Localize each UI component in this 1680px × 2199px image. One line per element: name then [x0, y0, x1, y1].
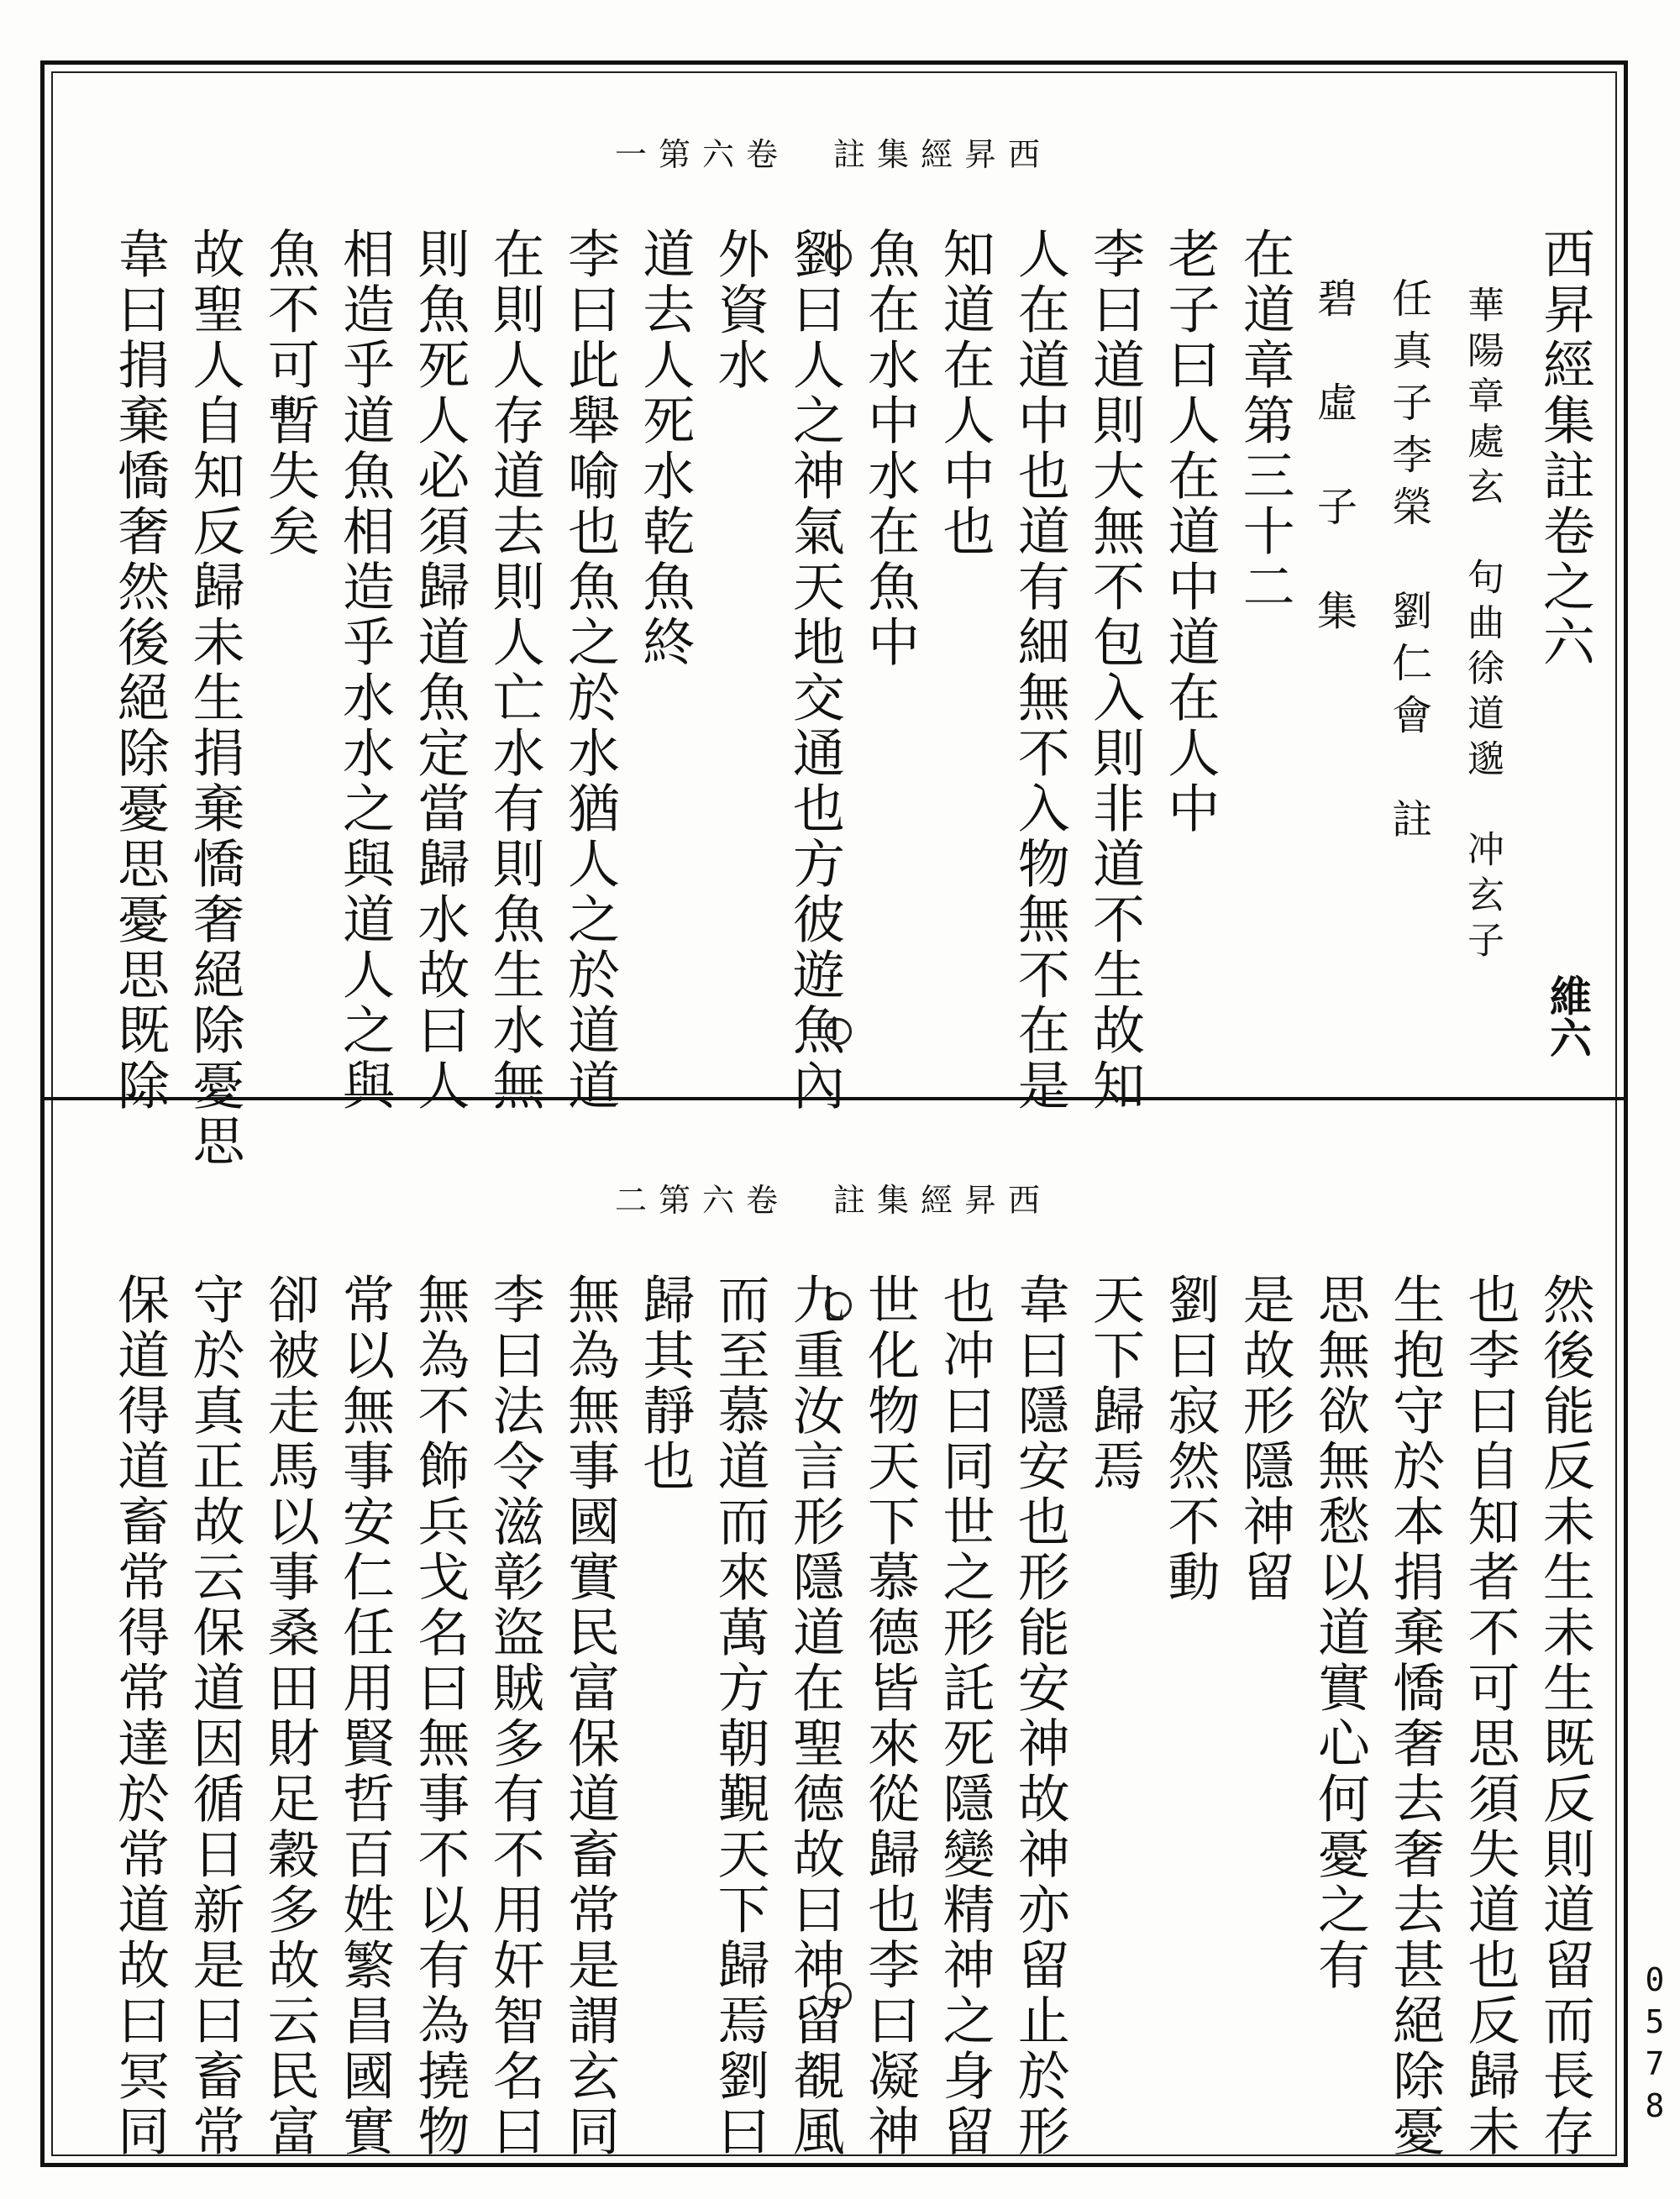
top-running-header	[455, 126, 1211, 176]
text-column: 相造乎道魚相造乎水水之與道人之與	[333, 227, 396, 1114]
text-column: 卻被走馬以事桑田財足穀多故云民富	[259, 1273, 321, 2160]
circle-mark	[825, 244, 852, 270]
text-column: 無為不飾兵戈名曰無事不以有為撓物	[408, 1273, 470, 2160]
bottom-running-header	[455, 1172, 1211, 1222]
text-column: 然後能反未生未生既反則道留而長存	[1534, 1273, 1596, 2160]
text-column: 西昇經集註卷之六	[1534, 227, 1596, 670]
text-column: 李曰此舉喻也魚之於水猶人之於道道	[559, 227, 621, 1114]
bottom-text-columns	[102, 1273, 1603, 2160]
text-column: 天下歸焉	[1084, 1273, 1146, 1494]
text-column: 碧 虛 子 集	[1310, 277, 1357, 642]
text-column: 老子曰人在道中道在人中	[1158, 227, 1221, 837]
text-column: 保道得道畜常得常達於常道故曰冥同	[108, 1273, 171, 2160]
text-column: 是故形隱神留	[1234, 1273, 1296, 1605]
text-column: 生抱守於本捐棄憍奢去奢去甚絕除憂	[1383, 1273, 1446, 2160]
text-column: 故聖人自知反歸未生捐棄憍奢絕除憂思	[183, 227, 245, 1169]
text-column: 也冲曰同世之形託死隱變精神之身留	[933, 1273, 995, 2160]
text-column: 世化物天下慕德皆來從歸也李曰凝神	[858, 1273, 921, 2160]
text-column: 也李曰自知者不可思須失道也反歸未	[1459, 1273, 1521, 2160]
text-column: 思無欲無愁以道實心何憂之有	[1309, 1273, 1371, 1993]
text-column: 無為無事國實民富保道畜常是謂玄同	[559, 1273, 621, 2160]
text-column: 外資水	[709, 227, 771, 393]
text-column: 任真子李榮 劉仁會 註	[1384, 277, 1432, 850]
text-column: 劉曰人之神氣天地交通也方彼遊魚內	[784, 227, 846, 1114]
text-column: 劉曰寂然不動	[1158, 1273, 1221, 1605]
side-mark: 維六	[1543, 974, 1593, 1058]
bottom-header-text: 西昇經集註 卷六第二	[614, 1181, 1052, 1219]
top-header-text: 西昇經集註 卷六第一	[614, 135, 1052, 173]
text-column: 常以無事安仁任用賢哲百姓繁昌國實	[333, 1273, 396, 2160]
circle-mark	[825, 1292, 852, 1319]
text-column: 守於真正故云保道因循日新是曰畜常	[183, 1273, 245, 2160]
text-column: 李曰道則大無不包入則非道不生故知	[1084, 227, 1146, 1114]
circle-mark	[825, 1018, 852, 1045]
text-column: 華陽章處玄 句曲徐道邈 冲玄子	[1461, 286, 1504, 966]
circle-mark	[825, 1982, 852, 2009]
text-column: 在道章第三十二	[1234, 227, 1296, 615]
text-column: 而至慕道而來萬方朝覲天下歸焉劉曰	[709, 1273, 771, 2160]
text-column: 歸其靜也	[633, 1273, 696, 1494]
text-column: 魚不可暫失矣	[259, 227, 321, 559]
text-column: 知道在人中也	[933, 227, 995, 559]
page-number: 0578	[1636, 1961, 1673, 2129]
top-text-columns	[102, 227, 1603, 1169]
text-column: 韋曰捐棄憍奢然後絕除憂思憂思既除	[108, 227, 171, 1114]
top-panel	[52, 126, 1620, 1169]
text-column: 李曰法令滋彰盜賊多有不用奸智名曰	[484, 1273, 546, 2160]
text-column: 道去人死水乾魚終	[633, 227, 696, 670]
text-column: 在則人存道去則人亡水有則魚生水無	[484, 227, 546, 1114]
text-column: 韋曰隱安也形能安神故神亦留止於形	[1009, 1273, 1071, 2160]
text-column: 魚在水中水在魚中	[858, 227, 921, 670]
text-column: 則魚死人必須歸道魚定當歸水故曰人	[408, 227, 470, 1114]
text-column: 九重汝言形隱道在聖德故曰神留覩風	[784, 1273, 846, 2160]
text-column: 人在道中也道有細無不入物無不在是	[1009, 227, 1071, 1114]
